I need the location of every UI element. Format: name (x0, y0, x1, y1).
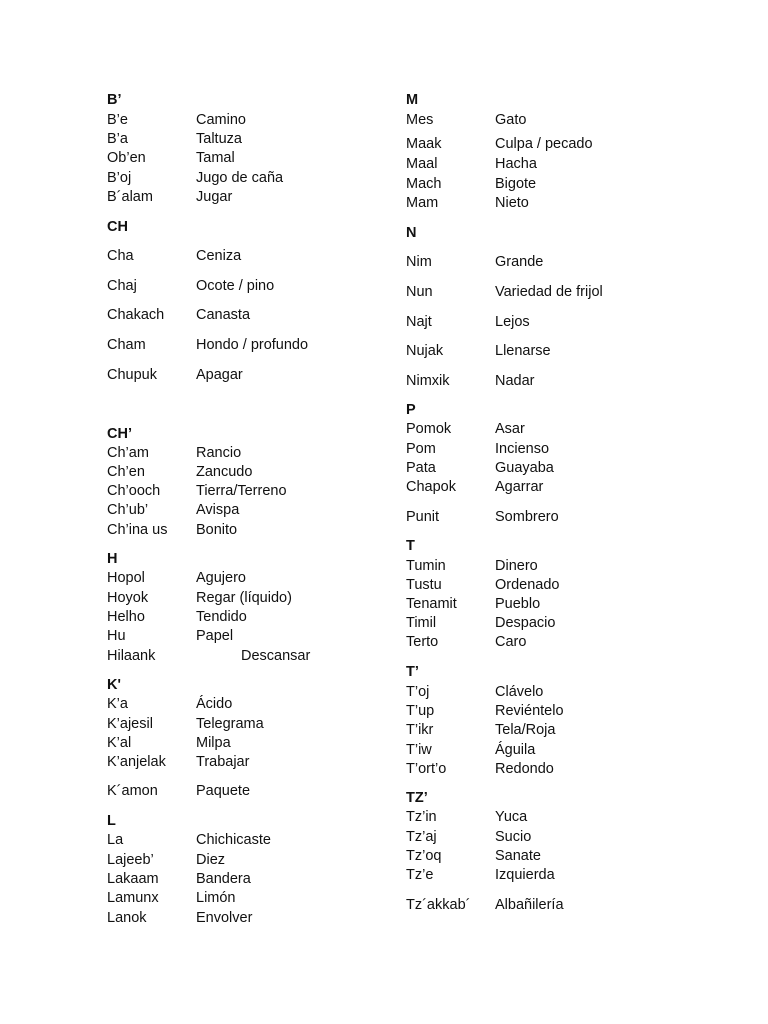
word: Punit (406, 509, 440, 525)
section-heading-t-apos: T’ (406, 664, 419, 680)
word: Lamunx (107, 890, 159, 906)
meaning: Nieto (495, 195, 529, 211)
word: Mam (406, 195, 439, 211)
meaning: Canasta (196, 307, 251, 323)
meaning: Ácido (196, 696, 233, 712)
meaning: Telegrama (196, 716, 264, 732)
meaning: Agarrar (495, 479, 544, 495)
word: Maal (406, 156, 438, 172)
word: Tz’aj (406, 829, 437, 845)
meaning: Bandera (196, 871, 251, 887)
meaning: Redondo (495, 761, 554, 777)
word: Nim (406, 254, 432, 270)
meaning: Rancio (196, 445, 242, 461)
word: Helho (107, 609, 145, 625)
section-heading-l: L (107, 813, 116, 829)
meaning: Regar (líquido) (196, 590, 292, 606)
word: T’ort’o (406, 761, 447, 777)
word: B’oj (107, 170, 132, 186)
meaning: Gato (495, 112, 527, 128)
meaning: Asar (495, 421, 525, 437)
section-heading-tz-apos: TZ’ (406, 790, 428, 806)
meaning: Paquete (196, 783, 251, 799)
word: Ch’ub’ (107, 502, 149, 518)
section-heading-t: T (406, 538, 415, 554)
word: Chupuk (107, 367, 157, 383)
meaning: Yuca (495, 809, 528, 825)
meaning: Tierra/Terreno (196, 483, 287, 499)
meaning: Agujero (196, 570, 246, 586)
word: Pomok (406, 421, 452, 437)
meaning: Clávelo (495, 684, 544, 700)
meaning: Apagar (196, 367, 243, 383)
word: Ch’ina us (107, 522, 168, 538)
word: K´amon (107, 783, 158, 799)
word: Hilaank (107, 648, 156, 664)
word: T’oj (406, 684, 430, 700)
word: Tustu (406, 577, 442, 593)
word: Hoyok (107, 590, 149, 606)
word: La (107, 832, 124, 848)
section-heading-b-apos: B’ (107, 92, 122, 108)
section-heading-n: N (406, 225, 417, 241)
meaning: Trabajar (196, 754, 250, 770)
meaning: Milpa (196, 735, 231, 751)
meaning: Sanate (495, 848, 541, 864)
meaning: Grande (495, 254, 544, 270)
meaning: Izquierda (495, 867, 555, 883)
word: B´alam (107, 189, 153, 205)
meaning: Sombrero (495, 509, 559, 525)
meaning: Avispa (196, 502, 240, 518)
meaning: Caro (495, 634, 527, 650)
meaning: Pueblo (495, 596, 541, 612)
word: Lanok (107, 910, 147, 926)
word: Terto (406, 634, 439, 650)
section-heading-p: P (406, 402, 416, 418)
meaning: Ocote / pino (196, 278, 275, 294)
meaning: Tendido (196, 609, 247, 625)
word: Hu (107, 628, 126, 644)
word: Ob’en (107, 150, 146, 166)
word: Nimxik (406, 373, 450, 389)
meaning: Bonito (196, 522, 238, 538)
word: Pom (406, 441, 436, 457)
meaning: Bigote (495, 176, 537, 192)
section-heading-h: H (107, 551, 118, 567)
section-heading-m: M (406, 92, 419, 108)
word: Tz’e (406, 867, 434, 883)
word: Nujak (406, 343, 444, 359)
word: B’a (107, 131, 128, 147)
meaning: Diez (196, 852, 226, 868)
word: Cham (107, 337, 146, 353)
word: Chaj (107, 278, 137, 294)
word: Cha (107, 248, 134, 264)
word: Pata (406, 460, 436, 476)
word: Najt (406, 314, 432, 330)
meaning: Tela/Roja (495, 722, 556, 738)
word: Tenamit (406, 596, 457, 612)
word: Tumin (406, 558, 446, 574)
meaning: Tamal (196, 150, 235, 166)
word: K’anjelak (107, 754, 166, 770)
meaning: Ordenado (495, 577, 560, 593)
meaning: Chichicaste (196, 832, 271, 848)
section-heading-ch-apos: CH’ (107, 426, 132, 442)
word: Tz’in (406, 809, 437, 825)
word: Chakach (107, 307, 165, 323)
word: Timil (406, 615, 437, 631)
meaning: Llenarse (495, 343, 551, 359)
meaning: Hacha (495, 156, 537, 172)
meaning: Guayaba (495, 460, 554, 476)
word: Nun (406, 284, 433, 300)
word: K’al (107, 735, 132, 751)
meaning: Taltuza (196, 131, 242, 147)
meaning: Hondo / profundo (196, 337, 309, 353)
section-heading-k-apos: K' (107, 677, 121, 693)
word: Tz’oq (406, 848, 442, 864)
meaning: Águila (495, 742, 536, 758)
meaning: Limón (196, 890, 236, 906)
meaning: Jugar (196, 189, 233, 205)
meaning: Culpa / pecado (495, 136, 593, 152)
meaning: Variedad de frijol (495, 284, 603, 300)
word: Lakaam (107, 871, 159, 887)
word: K’ajesil (107, 716, 153, 732)
meaning: Ceniza (196, 248, 242, 264)
word: Ch’am (107, 445, 149, 461)
meaning: Albañilería (495, 897, 564, 913)
meaning: Envolver (196, 910, 253, 926)
meaning: Jugo de caña (196, 170, 284, 186)
section-heading-ch: CH (107, 219, 128, 235)
word: Ch’ooch (107, 483, 161, 499)
meaning: Reviéntelo (495, 703, 564, 719)
meaning: Papel (196, 628, 234, 644)
word: B’e (107, 112, 128, 128)
word: K’a (107, 696, 128, 712)
meaning: Zancudo (196, 464, 253, 480)
meaning: Despacio (495, 615, 556, 631)
meaning: Lejos (495, 314, 530, 330)
word: Ch’en (107, 464, 145, 480)
meaning: Sucio (495, 829, 532, 845)
word: Chapok (406, 479, 456, 495)
meaning: Descansar (241, 648, 311, 664)
word: T’up (406, 703, 435, 719)
meaning: Nadar (495, 373, 535, 389)
word: Mach (406, 176, 442, 192)
meaning: Incienso (495, 441, 550, 457)
word: T’ikr (406, 722, 434, 738)
meaning: Camino (196, 112, 246, 128)
word: Lajeeb’ (107, 852, 154, 868)
meaning: Dinero (495, 558, 538, 574)
word: Mes (406, 112, 434, 128)
word: T’iw (406, 742, 432, 758)
word: Maak (406, 136, 442, 152)
word: Tz´akkab´ (406, 897, 471, 913)
word: Hopol (107, 570, 145, 586)
